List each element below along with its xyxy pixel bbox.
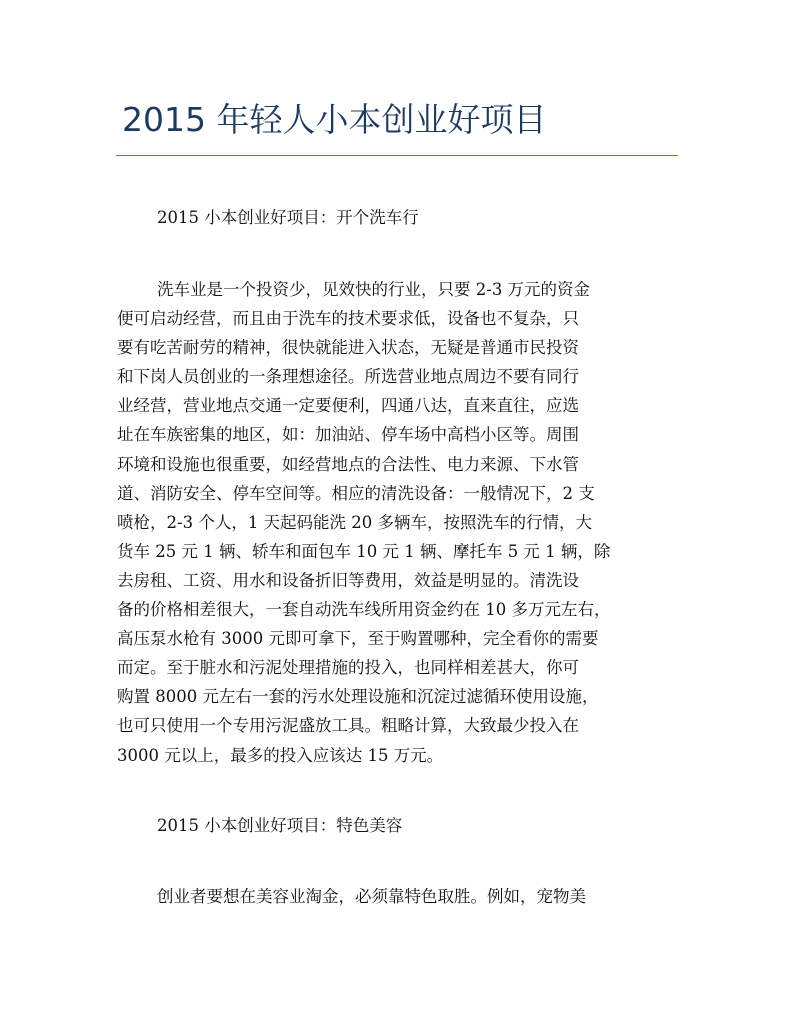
paragraph-line: 要有吃苦耐劳的精神，很快就能进入状态，无疑是普通市民投资 [117, 338, 579, 358]
paragraph-line: 3000 元以上，最多的投入应该达 15 万元。 [117, 745, 444, 765]
title-divider [116, 155, 678, 156]
paragraph-beauty [117, 882, 665, 911]
paragraph-line: 也可只使用一个专用污泥盛放工具。粗略计算，大致最少投入在 [117, 716, 579, 736]
paragraph-line: 道、消防安全、停车空间等。相应的清洗设备：一般情况下，2 支 [117, 483, 595, 503]
paragraph-line: 环境和设施也很重要，如经营地点的合法性、电力来源、下水管 [117, 454, 579, 474]
paragraph-line: 备的价格相差很大，一套自动洗车线所用资金约在 10 多万元左右， [117, 600, 611, 620]
section-heading-car-wash: 2015 小本创业好项目：开个洗车行 [157, 208, 419, 227]
paragraph-line: 洗车业是一个投资少，见效快的行业，只要 2-3 万元的资金 [157, 280, 591, 299]
paragraph-line: 而定。至于脏水和污泥处理措施的投入，也同样相差甚大，你可 [117, 658, 579, 678]
paragraph-line: 喷枪，2-3 个人，1 天起码能洗 20 多辆车，按照洗车的行情，大 [117, 512, 593, 532]
paragraph-line: 和下岗人员创业的一条理想途径。所选营业地点周边不要有同行 [117, 367, 579, 387]
document-title: 2015 年轻人小本创业好项目 [122, 100, 547, 139]
paragraph-line: 高压泵水枪有 3000 元即可拿下，至于购置哪种，完全看你的需要 [117, 629, 599, 649]
paragraph-line: 便可启动经营，而且由于洗车的技术要求低，设备也不复杂，只 [117, 309, 579, 329]
paragraph-line: 购置 8000 元左右一套的污水处理设施和沉淀过滤循环使用设施， [117, 687, 599, 707]
paragraph-line: 去房租、工资、用水和设备折旧等费用，效益是明显的。清洗设 [117, 570, 579, 590]
paragraph-line: 货车 25 元 1 辆、轿车和面包车 10 元 1 辆、摩托车 5 元 1 辆，除 [117, 541, 611, 561]
paragraph-line: 创业者要想在美容业淘金，必须靠特色取胜。例如，宠物美 [157, 887, 586, 906]
section-heading-beauty: 2015 小本创业好项目：特色美容 [157, 816, 403, 835]
paragraph-line: 业经营，营业地点交通一定要便利，四通八达，直来直往，应选 [117, 396, 579, 416]
paragraph-line: 址在车族密集的地区，如：加油站、停车场中高档小区等。周围 [117, 425, 579, 445]
paragraph-car-wash [117, 275, 665, 770]
